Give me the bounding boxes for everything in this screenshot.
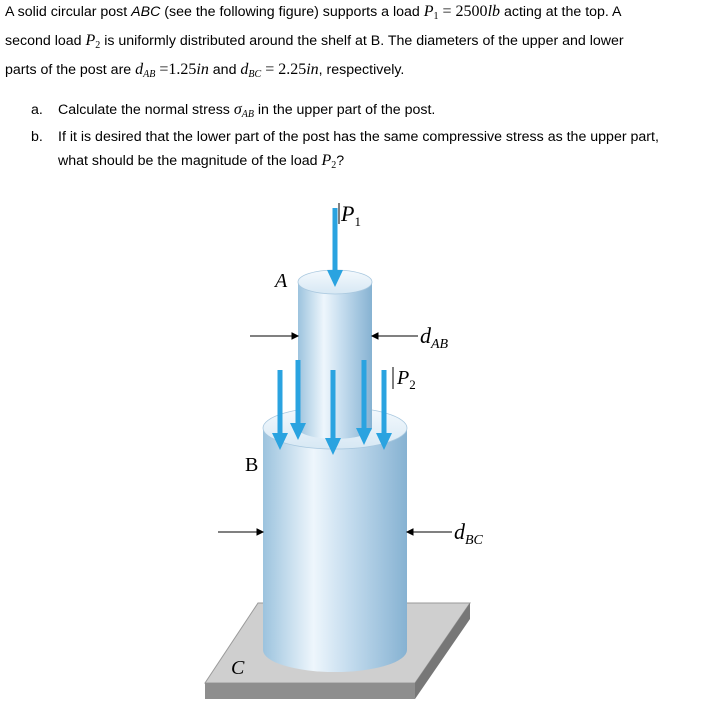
label-c: C [231,657,245,679]
question-a-marker: a. [31,102,43,118]
problem-line-1: A solid circular post ABC (see the following figure) supports a load $P_1 = 2500lb$ acting at the top. A [5,3,622,22]
question-b-marker: b. [31,129,43,145]
question-b-line-2: what should be the magnitude of the load $P_2$? [58,152,345,171]
question-b-line-1: If it is desired that the lower part of the post has the same compressive stress as the upper part, [58,129,659,145]
label-dab: $d_{AB}$ [420,323,449,352]
question-a-text: Calculate the normal stress $\sigma_{AB}$ in the upper part of the post. [58,101,436,120]
problem-line-2: second load $P_2$ is uniformly distributed around the shelf at B. The diameters of the upper and lower [5,32,624,51]
problem-line-3: parts of the post are $d_{AB} =1.25in$ and $d_{BC} = 2.25in$, respectively. [5,61,405,80]
label-dbc: $d_{BC}$ [454,519,483,548]
label-p2: $P_2$ [397,367,416,392]
label-p1: $P_1$ [341,201,361,229]
label-b: B [245,454,259,476]
label-a: A [275,270,288,292]
